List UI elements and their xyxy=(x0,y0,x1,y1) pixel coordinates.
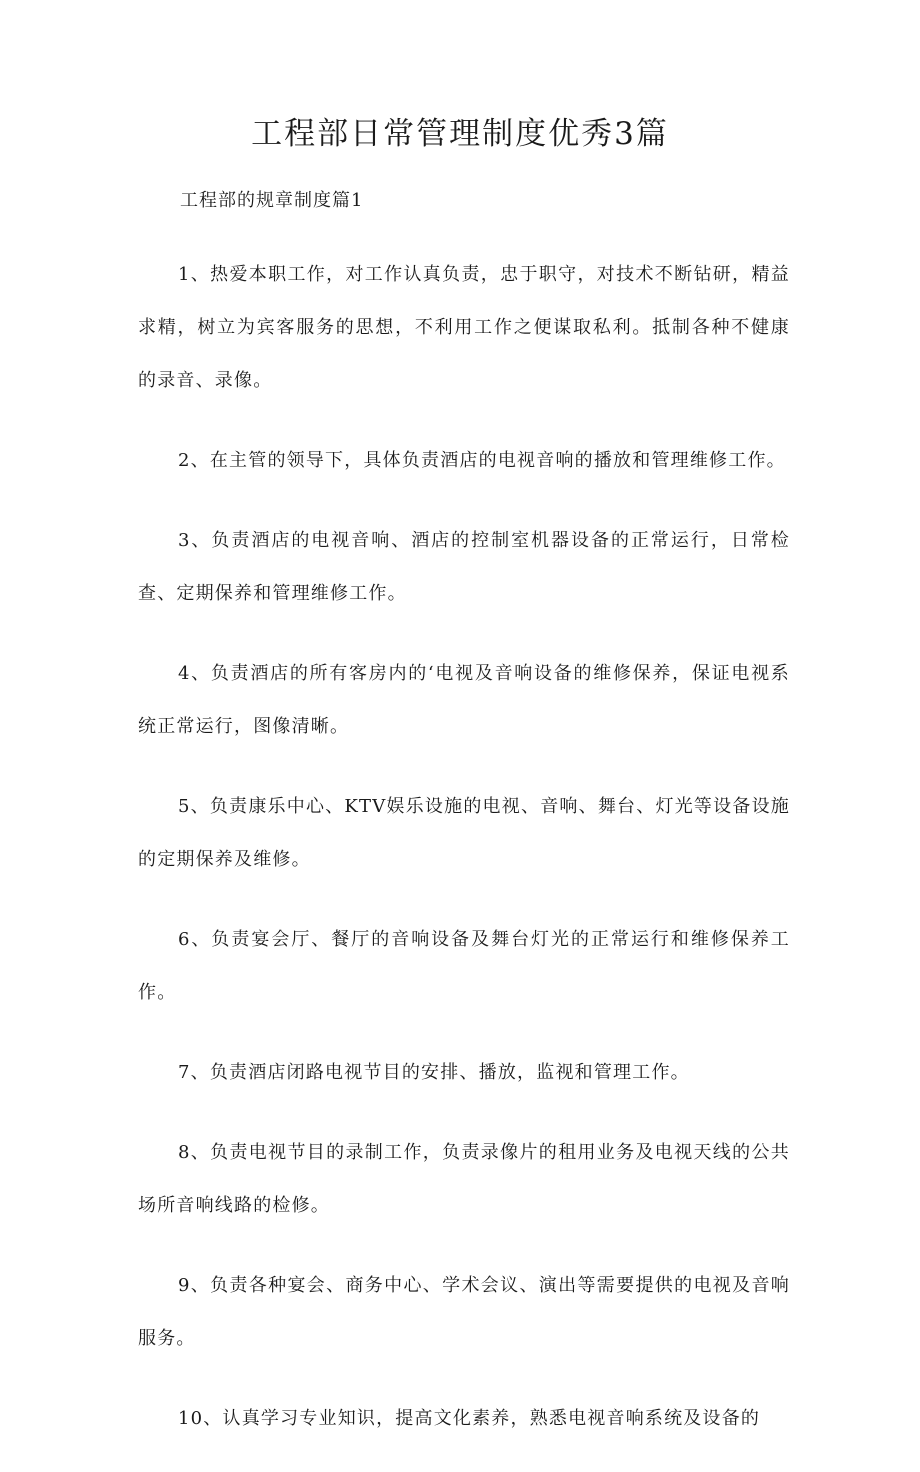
document-body xyxy=(138,248,790,1472)
document-title: 工程部日常管理制度优秀3篇 xyxy=(251,116,669,152)
paragraph-7: 7、负责酒店闭路电视节目的安排、播放，监视和管理工作。 xyxy=(178,1062,690,1083)
paragraph-8: 8、负责电视节目的录制工作，负责录像片的租用业务及电视天线的公共场所音响线路的检修。 xyxy=(138,1142,790,1216)
paragraph-9: 9、负责各种宴会、商务中心、学术会议、演出等需要提供的电视及音响服务。 xyxy=(138,1275,790,1349)
paragraph-1: 1、热爱本职工作，对工作认真负责，忠于职守，对技术不断钻研，精益求精，树立为宾客服务的思想，不利用工作之便谋取私利。抵制各种不健康的录音、录像。 xyxy=(138,264,790,391)
paragraph-4: 4、负责酒店的所有客房内的‘电视及音响设备的维修保养，保证电视系统正常运行，图像清晰。 xyxy=(138,663,790,737)
paragraph-2: 2、在主管的领导下，具体负责酒店的电视音响的播放和管理维修工作。 xyxy=(178,450,786,471)
section-heading: 工程部的规章制度篇1 xyxy=(180,190,364,211)
paragraph-10: 10、认真学习专业知识，提高文化素养，熟悉电视音响系统及设备的 xyxy=(178,1408,761,1429)
paragraph-5: 5、负责康乐中心、KTV娱乐设施的电视、音响、舞台、灯光等设备设施的定期保养及维修。 xyxy=(138,796,790,870)
paragraph-3: 3、负责酒店的电视音响、酒店的控制室机器设备的正常运行，日常检查、定期保养和管理维修工作。 xyxy=(138,530,790,604)
paragraph-6: 6、负责宴会厅、餐厅的音响设备及舞台灯光的正常运行和维修保养工作。 xyxy=(138,929,790,1003)
